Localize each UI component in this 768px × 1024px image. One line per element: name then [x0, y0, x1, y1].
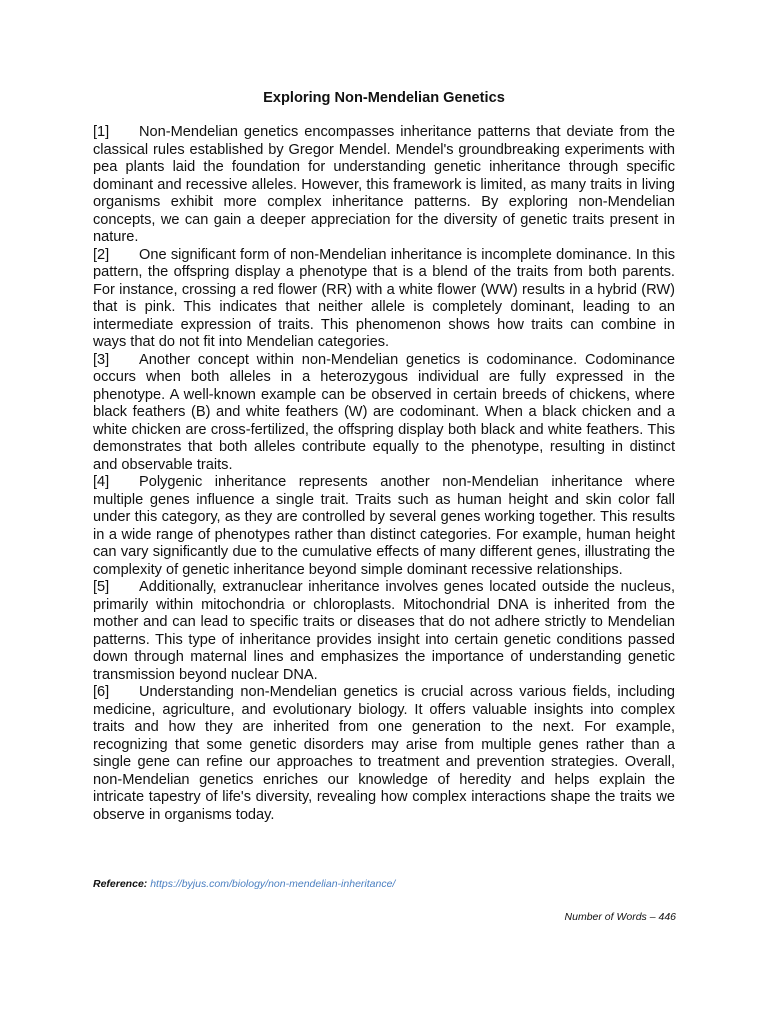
paragraph-number: [4] [93, 474, 110, 490]
paragraph-text: Additionally, extranuclear inheritance involves genes located outside the nucleus, primarily within mitochondria or chloroplasts. Mitochondrial DNA is inherited from the mother and can lead to specific traits or diseases that do not adhere strictly to Mendelian patterns. This type of inheritance provides insight into certain genetic conditions passed down through maternal lines and emphasizes the importance of understanding genetic transmission beyond nuclear DNA. [93, 579, 675, 683]
paragraph-number: [1] [93, 124, 110, 140]
paragraph-1 [93, 124, 675, 247]
paragraph-3 [93, 352, 675, 475]
reference-line [93, 877, 395, 891]
document-body [93, 124, 675, 824]
document-page [93, 0, 675, 1024]
paragraph-text: Another concept within non-Mendelian genetics is codominance. Codominance occurs when both alleles in a heterozygous individual are fully expressed in the phenotype. A well-known example can be observed in certain breeds of chickens, where black feathers (B) and white feathers (W) are codominant. When a black chicken and a white chicken are cross-fertilized, the offspring display both black and white feathers. This demonstrates that both alleles contribute equally to the phenotype, resulting in distinct and observable traits. [93, 351, 675, 473]
document-title: Exploring Non-Mendelian Genetics [263, 90, 505, 106]
paragraph-number: [6] [93, 684, 110, 700]
reference-link[interactable]: https://byjus.com/biology/non-mendelian-inheritance/ [150, 878, 396, 890]
paragraph-5 [93, 579, 675, 684]
paragraph-number: [2] [93, 246, 110, 263]
word-count: Number of Words – 446 [564, 911, 676, 923]
paragraph-number: [5] [93, 579, 110, 595]
paragraph-6 [93, 684, 675, 824]
paragraph-text: Non-Mendelian genetics encompasses inheritance patterns that deviate from the classical rules established by Gregor Mendel. Mendel's groundbreaking experiments with pea plants laid the foundation for understanding genetic inheritance through specific dominant and recessive alleles. However, this framework is limited, as many traits in living organisms exhibit more complex inheritance patterns. By exploring non-Mendelian concepts, we can gain a deeper appreciation for the diversity of genetic traits present in nature. [93, 124, 675, 245]
paragraph-text: One significant form of non-Mendelian inheritance is incomplete dominance. In this pattern, the offspring display a phenotype that is a blend of the traits from both parents. For instance, crossing a red flower (RR) with a white flower (WW) results in a hybrid (RW) that is pink. This indicates that neither allele is completely dominant, leading to an intermediate expression of traits. This phenomenon shows how traits can combine in ways that do not fit into Mendelian categories. [93, 246, 675, 350]
reference-label: Reference: [93, 878, 148, 890]
paragraph-number: [3] [93, 351, 110, 368]
paragraph-text: Polygenic inheritance represents another non-Mendelian inheritance where multiple genes influence a single trait. Traits such as human height and skin color fall under this category, as they are controlled by several genes working together. This results in a wide range of phenotypes rather than distinct categories. For example, human height can vary significantly due to the cumulative effects of many different genes, illustrating the complexity of genetic inheritance beyond simple dominant recessive relationships. [93, 474, 675, 578]
paragraph-4 [93, 474, 675, 579]
paragraph-2 [93, 247, 675, 352]
paragraph-text: Understanding non-Mendelian genetics is crucial across various fields, including medicine, agriculture, and evolutionary biology. It offers valuable insights into complex traits and how they are inherited from one generation to the next. For example, recognizing that some genetic disorders may arise from multiple genes rather than a single gene can refine our approaches to treatment and prevention strategies. Overall, non-Mendelian genetics enriches our knowledge of heredity and helps explain the intricate tapestry of life's diversity, revealing how complex interactions shape the traits we observe in organisms today. [93, 684, 675, 823]
